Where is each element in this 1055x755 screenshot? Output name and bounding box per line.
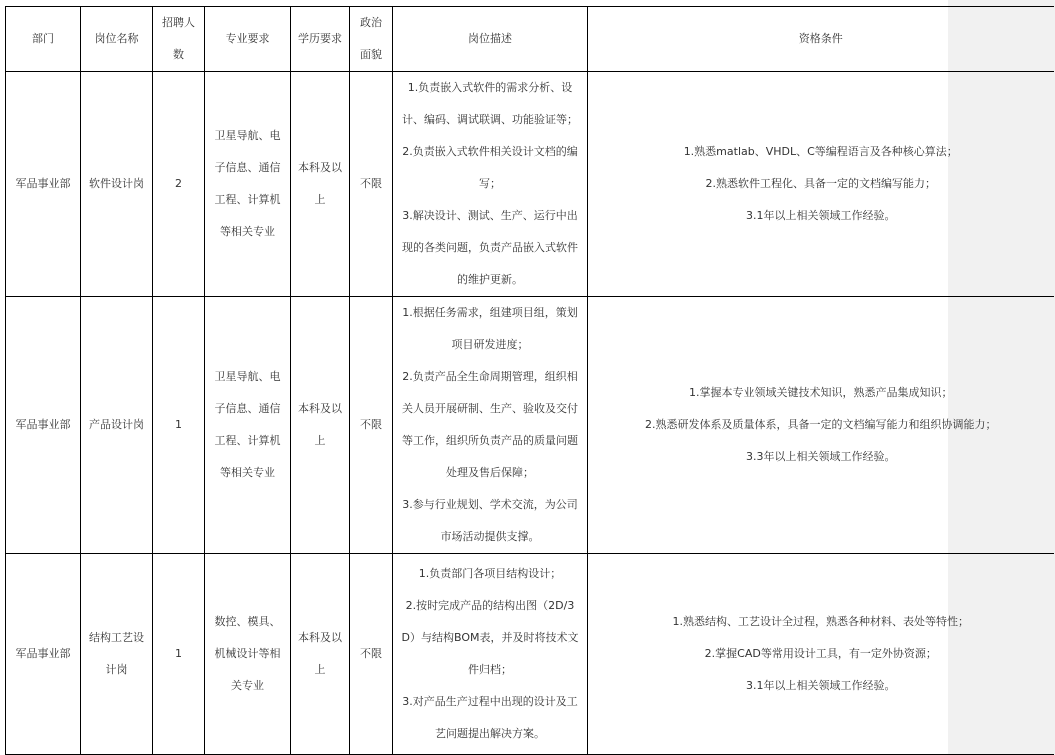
cell-political: 不限 <box>350 554 393 755</box>
qualification-item: 3.1年以上相关领域工作经验。 <box>746 209 896 222</box>
qualification-item: 2.熟悉研发体系及质量体系，具备一定的文档编写能力和组织协调能力； <box>645 418 997 431</box>
qualification-item: 2.掌握CAD等常用设计工具，有一定外协资源； <box>704 647 937 660</box>
cell-qualifications <box>588 554 1054 755</box>
description-item: 2.负责产品全生命周期管理，组织相关人员开展研制、生产、验收及交付等工作，组织所负责产品的质量问题处理及售后保障； <box>402 370 578 479</box>
description-item: 1.负责嵌入式软件的需求分析、设计、编码、调试联调、功能验证等； <box>402 81 578 126</box>
cell-count: 1 <box>153 554 205 755</box>
header-education: 学历要求 <box>291 7 350 72</box>
header-dept: 部门 <box>6 7 81 72</box>
qualification-item: 2.熟悉软件工程化、具备一定的文档编写能力； <box>705 177 936 190</box>
table-header-row <box>6 7 1054 72</box>
header-political: 政治面貌 <box>350 7 393 72</box>
cell-education: 本科及以上 <box>291 297 350 554</box>
cell-education: 本科及以上 <box>291 554 350 755</box>
description-item: 3.解决设计、测试、生产、运行中出现的各类问题，负责产品嵌入式软件的维护更新。 <box>402 209 578 286</box>
cell-count: 1 <box>153 297 205 554</box>
cell-count: 2 <box>153 72 205 297</box>
qualification-item: 3.3年以上相关领域工作经验。 <box>746 450 896 463</box>
cell-description <box>393 297 588 554</box>
cell-political: 不限 <box>350 72 393 297</box>
description-item: 2.按时完成产品的结构出图（2D/3D）与结构BOM表，并及时将技术文件归档； <box>401 599 579 676</box>
table-row <box>6 72 1054 297</box>
description-item: 3.对产品生产过程中出现的设计及工艺问题提出解决方案。 <box>402 695 578 740</box>
cell-qualifications <box>588 72 1054 297</box>
cell-position: 产品设计岗 <box>81 297 153 554</box>
cell-qualifications <box>588 297 1054 554</box>
cell-dept: 军品事业部 <box>6 554 81 755</box>
header-qualifications: 资格条件 <box>588 7 1054 72</box>
description-item: 3.参与行业规划、学术交流，为公司市场活动提供支撑。 <box>402 498 578 543</box>
cell-position: 软件设计岗 <box>81 72 153 297</box>
cell-description <box>393 554 588 755</box>
cell-position: 结构工艺设计岗 <box>81 554 153 755</box>
cell-dept: 军品事业部 <box>6 297 81 554</box>
description-item: 2.负责嵌入式软件相关设计文档的编写； <box>402 145 578 190</box>
table-row <box>6 554 1054 755</box>
table-row <box>6 297 1054 554</box>
header-description: 岗位描述 <box>393 7 588 72</box>
cell-description <box>393 72 588 297</box>
description-item: 1.根据任务需求，组建项目组，策划项目研发进度； <box>402 306 578 351</box>
qualification-item: 1.掌握本专业领域关键技术知识，熟悉产品集成知识； <box>689 386 953 399</box>
cell-major: 数控、模具、机械设计等相关专业 <box>205 554 291 755</box>
cell-major: 卫星导航、电子信息、通信工程、计算机等相关专业 <box>205 297 291 554</box>
qualification-item: 1.熟悉matlab、VHDL、C等编程语言及各种核心算法； <box>683 145 958 158</box>
header-count: 招聘人数 <box>153 7 205 72</box>
description-item: 1.负责部门各项目结构设计； <box>418 567 562 580</box>
qualification-item: 1.熟悉结构、工艺设计全过程，熟悉各种材料、表处等特性； <box>672 615 969 628</box>
header-major: 专业要求 <box>205 7 291 72</box>
cell-education: 本科及以上 <box>291 72 350 297</box>
cell-dept: 军品事业部 <box>6 72 81 297</box>
qualification-item: 3.1年以上相关领域工作经验。 <box>746 679 896 692</box>
cell-political: 不限 <box>350 297 393 554</box>
recruitment-table <box>5 6 1054 755</box>
cell-major: 卫星导航、电子信息、通信工程、计算机等相关专业 <box>205 72 291 297</box>
header-position: 岗位名称 <box>81 7 153 72</box>
